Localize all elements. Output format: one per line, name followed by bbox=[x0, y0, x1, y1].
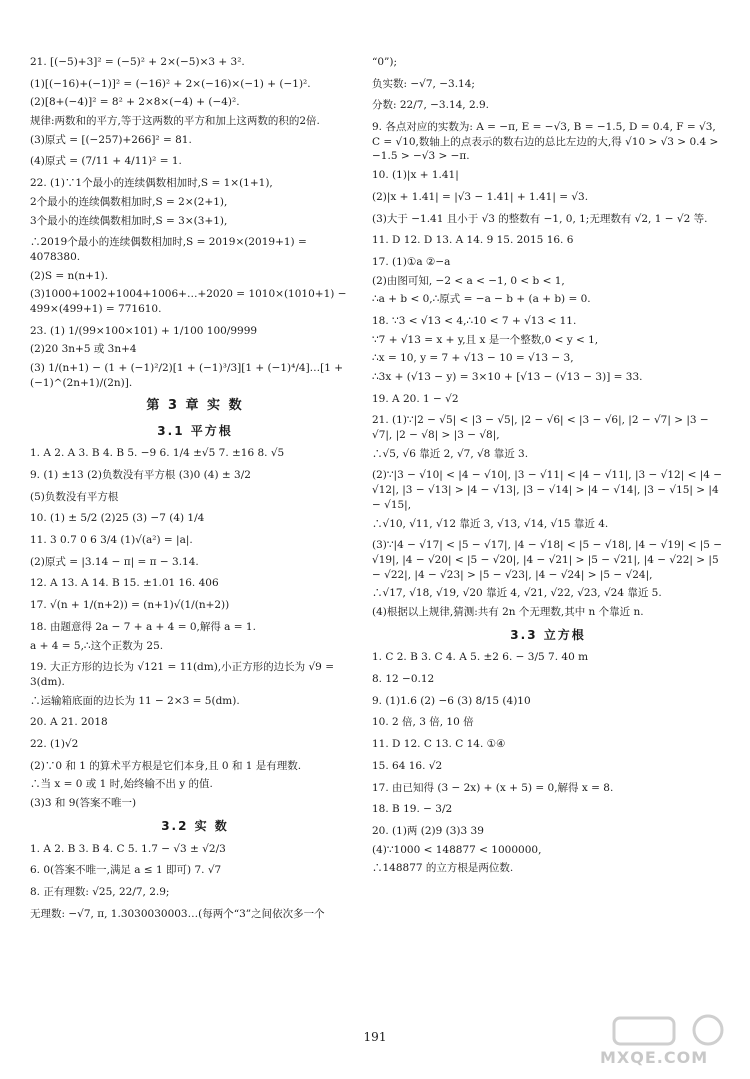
answer-line: 23. (1) 1/(99×100×101) + 1/100 100/9999 bbox=[30, 324, 258, 337]
answer-line: (3) 1/(n+1) − (1 + (−1)²/2)[1 + (−1)³/3][1 + (−1)⁴/4]…[1 + (−1)^(2n+1)/(2n)]. bbox=[30, 362, 344, 389]
answer-line: (2)∵|3 − √10| < |4 − √10|, |3 − √11| < |4 − √11|, |3 − √12| < |4 − √12|, |3 − √13| > |4 − √13|, |3 − √14| > |4 − √14|, |3 − √15| > |4 − √15|, bbox=[372, 469, 723, 511]
answer-line: ∴√17, √18, √19, √20 靠近 4, √21, √22, √23, √24 靠近 5. bbox=[372, 587, 662, 600]
answer-line: (3)大于 −1.41 且小于 √3 的整数有 −1, 0, 1;无理数有 √2, 1 − √2 等. bbox=[372, 212, 708, 225]
answer-line: ∴148877 的立方根是两位数. bbox=[372, 862, 514, 875]
watermark-text: MXQE.COM bbox=[600, 1048, 709, 1067]
answer-line: (3)∵|4 − √17| < |5 − √17|, |4 − √18| < |5 − √18|, |4 − √19| < |5 − √19|, |4 − √20| < |5 − √20|, |4 − √21| > |5 − √21|, |4 − √22| > |5 − √22|, |4 − √23| > |5 − √23|, |4 − √24| > |5 − √24|, bbox=[372, 539, 723, 581]
answer-line: 9. (1)1.6 (2) −6 (3) 8/15 (4)10 bbox=[372, 694, 531, 707]
section-title: 3.2 实 数 bbox=[161, 818, 229, 833]
answer-line: 1. A 2. A 3. B 4. B 5. −9 6. 1/4 ±√5 7. ±16 8. √5 bbox=[30, 447, 285, 460]
answer-line: ∴2019个最小的连续偶数相加时,S = 2019×(2019+1) = 4078380. bbox=[30, 236, 307, 263]
answer-line: 3个最小的连续偶数相加时,S = 3×(3+1), bbox=[30, 214, 228, 227]
answer-line: (2)20 3n+5 或 3n+4 bbox=[30, 343, 137, 356]
answer-line: 10. (1) ± 5/2 (2)25 (3) −7 (4) 1/4 bbox=[30, 512, 205, 525]
answer-line: (1)[(−16)+(−1)]² = (−16)² + 2×(−16)×(−1) + (−1)². bbox=[30, 77, 311, 90]
answer-line: 无理数: −√7, π, 1.3030030003…(每两个“3”之间依次多一个 bbox=[30, 907, 325, 920]
answer-line: (5)负数没有平方根 bbox=[30, 490, 119, 503]
answer-line: 18. 由题意得 2a − 7 + a + 4 = 0,解得 a = 1. bbox=[30, 620, 256, 633]
answer-line: (4)根据以上规律,猜测:共有 2n 个无理数,其中 n 个靠近 n. bbox=[372, 605, 644, 618]
answer-line: (2)原式 = |3.14 − π| = π − 3.14. bbox=[30, 555, 199, 568]
answer-line: (4)∵1000 < 148877 < 1000000, bbox=[372, 843, 542, 856]
answer-line: 19. A 20. 1 − √2 bbox=[372, 392, 459, 405]
answer-line: 22. (1)∵1个最小的连续偶数相加时,S = 1×(1+1), bbox=[30, 177, 273, 190]
answer-line: 18. B 19. − 3/2 bbox=[372, 803, 453, 816]
answer-line: 17. (1)①a ②−a bbox=[372, 255, 451, 268]
answer-line: 8. 正有理数: √25, 22/7, 2.9; bbox=[30, 885, 170, 898]
answer-line: 22. (1)√2 bbox=[30, 737, 79, 750]
answer-line: ∴运输箱底面的边长为 11 − 2×3 = 5(dm). bbox=[30, 694, 240, 707]
answer-line: (2)S = n(n+1). bbox=[30, 269, 109, 282]
answer-line: 规律:两数和的平方,等于这两数的平方和加上这两数的积的2倍. bbox=[30, 115, 320, 128]
answer-line: 17. 由已知得 (3 − 2x) + (x + 5) = 0,解得 x = 8. bbox=[372, 781, 614, 794]
page-number: 191 bbox=[363, 1030, 387, 1044]
answer-line: ∴当 x = 0 或 1 时,始终输不出 y 的值. bbox=[30, 778, 213, 791]
answer-line: 11. D 12. D 13. A 14. 9 15. 2015 16. 6 bbox=[372, 234, 574, 247]
answer-line: 12. A 13. A 14. B 15. ±1.01 16. 406 bbox=[30, 577, 219, 590]
answer-line: 2个最小的连续偶数相加时,S = 2×(2+1), bbox=[30, 195, 228, 208]
answer-line: 18. ∵3 < √13 < 4,∴10 < 7 + √13 < 11. bbox=[372, 314, 577, 327]
answer-line: a + 4 = 5,∴这个正数为 25. bbox=[30, 639, 164, 652]
answer-line: ∴√10, √11, √12 靠近 3, √13, √14, √15 靠近 4. bbox=[372, 517, 609, 530]
answer-line: 9. 各点对应的实数为: A = −π, E = −√3, B = −1.5, D = 0.4, F = √3, C = √10,数轴上的点表示的数右边的总比左边的大,得 √10 > √3 > 0.4 > −1.5 > −√3 > −π. bbox=[372, 121, 719, 163]
answer-line: (2)[8+(−4)]² = 8² + 2×8×(−4) + (−4)². bbox=[30, 96, 240, 109]
answer-line: 20. (1)两 (2)9 (3)3 39 bbox=[372, 824, 484, 837]
answer-line: ∵7 + √13 = x + y,且 x 是一个整数,0 < y < 1, bbox=[372, 333, 599, 346]
answer-line: 1. C 2. B 3. C 4. A 5. ±2 6. − 3/5 7. 40 m bbox=[372, 651, 589, 664]
answer-line: ∴√5, √6 靠近 2, √7, √8 靠近 3. bbox=[372, 447, 529, 460]
right-column bbox=[372, 55, 724, 883]
section-title: 3.1 平方根 bbox=[157, 423, 233, 438]
answer-line: (3)原式 = [(−257)+266]² = 81. bbox=[30, 133, 192, 146]
answer-line: ∴3x + (√13 − y) = 3×10 + [√13 − (√13 − 3)] = 33. bbox=[372, 371, 643, 383]
answer-line: ∴a + b < 0,∴原式 = −a − b + (a + b) = 0. bbox=[372, 293, 591, 306]
section-title: 3.3 立方根 bbox=[510, 627, 586, 642]
answer-line: (2)|x + 1.41| = |√3 − 1.41| + 1.41| = √3. bbox=[372, 190, 589, 203]
answer-line: 17. √(n + 1/(n+2)) = (n+1)√(1/(n+2)) bbox=[30, 599, 230, 612]
answer-line: 分数: 22/7, −3.14, 2.9. bbox=[372, 99, 490, 112]
answer-line: 10. (1)|x + 1.41| bbox=[372, 169, 459, 182]
answer-line: 21. [(−5)+3]² = (−5)² + 2×(−5)×3 + 3². bbox=[30, 56, 245, 68]
chapter-title: 第 3 章 实 数 bbox=[146, 398, 244, 414]
answer-line: 6. 0(答案不唯一,满足 a ≤ 1 即可) 7. √7 bbox=[30, 864, 222, 877]
answer-line: 11. 3 0.7 0 6 3/4 (1)√(a²) = |a|. bbox=[30, 534, 193, 547]
answer-line: (4)原式 = (7/11 + 4/11)² = 1. bbox=[30, 155, 182, 168]
answer-line: 20. A 21. 2018 bbox=[30, 716, 108, 729]
answer-line: 负实数: −√7, −3.14; bbox=[372, 77, 475, 90]
answer-line: 11. D 12. C 13. C 14. ①④ bbox=[372, 738, 506, 751]
answer-line: (3)1000+1002+1004+1006+…+2020 = 1010×(1010+1) − 499×(499+1) = 771610. bbox=[30, 288, 347, 315]
answer-line: “0”); bbox=[372, 56, 398, 68]
answer-line: (2)由图可知, −2 < a < −1, 0 < b < 1, bbox=[372, 274, 565, 287]
answer-line: 1. A 2. B 3. B 4. C 5. 1.7 − √3 ± √2/3 bbox=[30, 842, 226, 855]
answer-line: (2)∵0 和 1 的算术平方根是它们本身,且 0 和 1 是有理数. bbox=[30, 759, 302, 772]
answer-line: 15. 64 16. √2 bbox=[372, 759, 443, 772]
answer-line: (3)3 和 9(答案不唯一) bbox=[30, 797, 137, 810]
answer-line: 8. 12 −0.12 bbox=[372, 673, 435, 686]
answer-line: 9. (1) ±13 (2)负数没有平方根 (3)0 (4) ± 3/2 bbox=[30, 469, 251, 482]
answer-line: 19. 大正方形的边长为 √121 = 11(dm),小正方形的边长为 √9 = 3(dm). bbox=[30, 661, 334, 688]
answer-line: ∴x = 10, y = 7 + √13 − 10 = √13 − 3, bbox=[372, 352, 574, 365]
answer-line: 10. 2 倍, 3 倍, 10 倍 bbox=[372, 716, 474, 729]
left-column bbox=[30, 55, 360, 928]
answer-line: 21. (1)∵|2 − √5| < |3 − √5|, |2 − √6| < |3 − √6|, |2 − √7| > |3 − √7|, |2 − √8| > |3 − √8|, bbox=[372, 414, 709, 442]
